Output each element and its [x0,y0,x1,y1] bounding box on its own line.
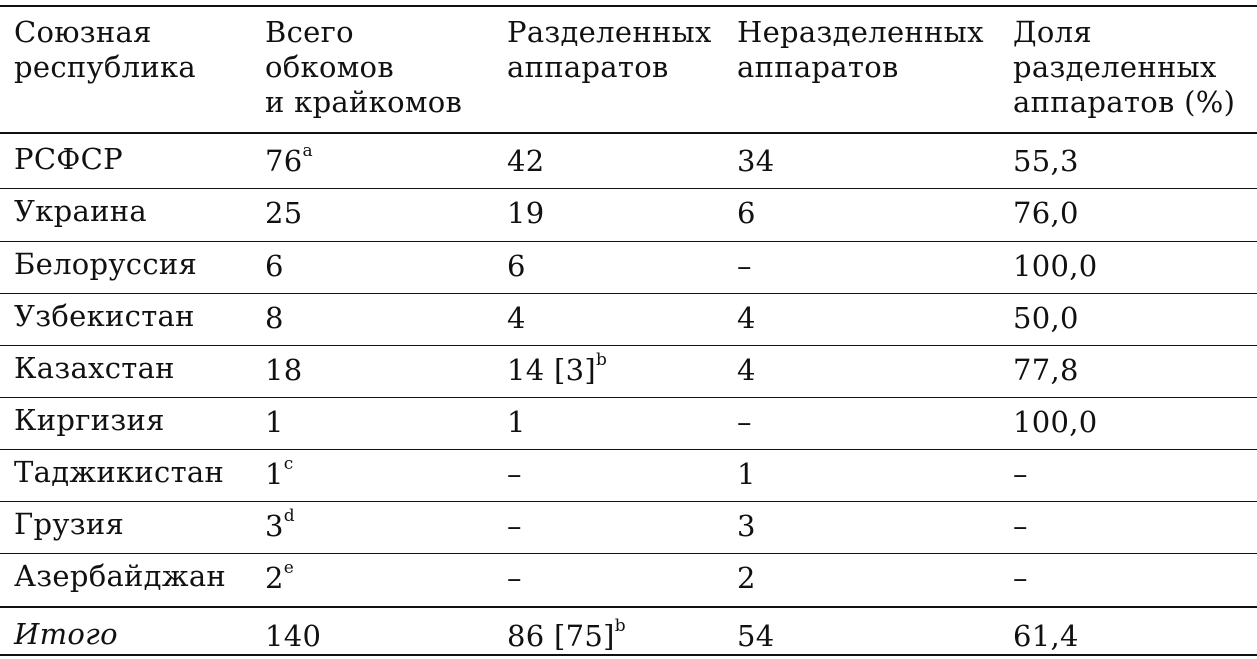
total-unsplit: 54 [737,619,775,653]
cell-split-value: – [507,509,522,543]
cell-split [507,145,545,178]
cell-total [265,302,284,335]
cell-republic [14,352,175,385]
cell-republic-value: Узбекистан [14,299,195,333]
cell-republic-value: Грузия [14,507,125,541]
cell-republic [14,300,195,333]
cell-unsplit-value: 2 [737,561,756,595]
cell-share-value: – [1013,457,1028,491]
cell-split [507,350,608,387]
header-split [507,15,712,85]
cell-total [265,406,284,439]
cell-unsplit [737,354,756,387]
footnote-mark: b [596,350,608,371]
header-line: аппаратов [737,50,899,84]
header-total [265,15,462,120]
total-share: 61,4 [1013,619,1079,653]
cell-republic [14,560,226,593]
header-line: и крайкомов [265,85,463,119]
cell-total-value: 25 [265,196,303,230]
cell-share [1013,145,1079,178]
cell-republic [14,248,197,281]
cell-unsplit [737,197,756,230]
header-line: Союзная [14,15,152,49]
cell-split-value: 19 [507,196,545,230]
cell-republic-value: Украина [14,194,147,228]
cell-total-value: 76 [265,144,303,178]
total-split-value: 86 [75] [507,619,615,653]
cell-total [265,354,303,387]
cell-share-value: – [1013,509,1028,543]
cell-republic-value: Киргизия [14,403,165,437]
cell-share [1013,302,1079,335]
cell-split [507,302,526,335]
footnote-mark: b [614,616,626,637]
row-divider [0,553,1257,554]
cell-share [1013,458,1028,491]
cell-split [507,510,522,543]
cell-total [265,506,295,543]
total-rule [0,606,1257,608]
row-divider [0,241,1257,242]
cell-total-value: 18 [265,353,303,387]
cell-total [265,141,313,178]
cell-split-value: 42 [507,144,545,178]
cell-republic [14,404,165,437]
cell-unsplit-value: – [737,405,752,439]
header-line: Разделенных [507,15,712,49]
cell-republic [14,508,124,541]
cell-share-value: 100,0 [1013,405,1098,439]
total-split [507,616,626,653]
cell-split-value: – [507,561,522,595]
header-line: Неразделенных [737,15,984,49]
cell-unsplit-value: – [737,249,752,283]
cell-unsplit-value: 4 [737,301,756,335]
cell-unsplit-value: 34 [737,144,775,178]
cell-unsplit [737,406,752,439]
cell-republic-value: РСФСР [14,142,123,176]
cell-unsplit [737,458,756,491]
cell-share [1013,250,1098,283]
cell-unsplit [737,562,756,595]
cell-share [1013,406,1098,439]
cell-share-value: 100,0 [1013,249,1098,283]
cell-split-value: – [507,457,522,491]
cell-split-value: 6 [507,249,526,283]
footnote-mark: a [302,141,313,162]
cell-republic-value: Азербайджан [14,559,227,593]
cell-split [507,562,522,595]
cell-split-value: 1 [507,405,526,439]
cell-unsplit [737,302,756,335]
cell-total-value: 1 [265,457,284,491]
row-divider [0,397,1257,398]
cell-share [1013,562,1028,595]
table-bottom-rule [0,654,1257,656]
cell-unsplit-value: 4 [737,353,756,387]
total-label: Итого [14,617,118,651]
cell-split-value: 14 [3] [507,353,596,387]
header-line: разделенных [1013,50,1217,84]
cell-republic [14,195,147,228]
cell-share-value: 77,8 [1013,353,1079,387]
table-top-rule [0,5,1257,7]
cell-total [265,197,303,230]
row-divider [0,345,1257,346]
row-divider [0,188,1257,189]
header-line: обкомов [265,50,394,84]
cell-split-value: 4 [507,301,526,335]
cell-split [507,406,526,439]
total-count: 140 [265,619,322,653]
cell-total-value: 8 [265,301,284,335]
cell-unsplit [737,145,775,178]
footnote-mark: d [283,506,295,527]
cell-total [265,454,294,491]
cell-republic-value: Таджикистан [14,455,225,489]
cell-share [1013,354,1079,387]
cell-total [265,250,284,283]
cell-share-value: 76,0 [1013,196,1079,230]
header-line: Доля [1013,15,1092,49]
footnote-mark: c [283,454,294,475]
cell-share-value: 55,3 [1013,144,1079,178]
header-line: республика [14,50,196,84]
row-divider [0,501,1257,502]
cell-republic-value: Белоруссия [14,247,198,281]
cell-unsplit-value: 3 [737,509,756,543]
cell-split [507,458,522,491]
cell-total-value: 3 [265,509,284,543]
cell-unsplit-value: 6 [737,196,756,230]
cell-total-value: 1 [265,405,284,439]
cell-share-value: 50,0 [1013,301,1079,335]
cell-total-value: 2 [265,561,284,595]
footnote-mark: e [283,558,295,579]
header-share [1013,15,1235,120]
cell-share-value: – [1013,561,1028,595]
header-line: Всего [265,15,354,49]
header-line: аппаратов (%) [1013,85,1236,119]
cell-share [1013,510,1028,543]
cell-republic-value: Казахстан [14,351,175,385]
header-line: аппаратов [507,50,669,84]
cell-republic [14,456,224,489]
cell-unsplit [737,510,756,543]
cell-republic [14,143,123,176]
row-divider [0,449,1257,450]
cell-unsplit [737,250,752,283]
row-divider [0,293,1257,294]
cell-total [265,558,295,595]
header-unsplit [737,15,984,85]
cell-split [507,197,545,230]
cell-split [507,250,526,283]
cell-share [1013,197,1079,230]
cell-unsplit-value: 1 [737,457,756,491]
header-rule [0,132,1257,134]
header-republic [14,15,196,85]
cell-total-value: 6 [265,249,284,283]
